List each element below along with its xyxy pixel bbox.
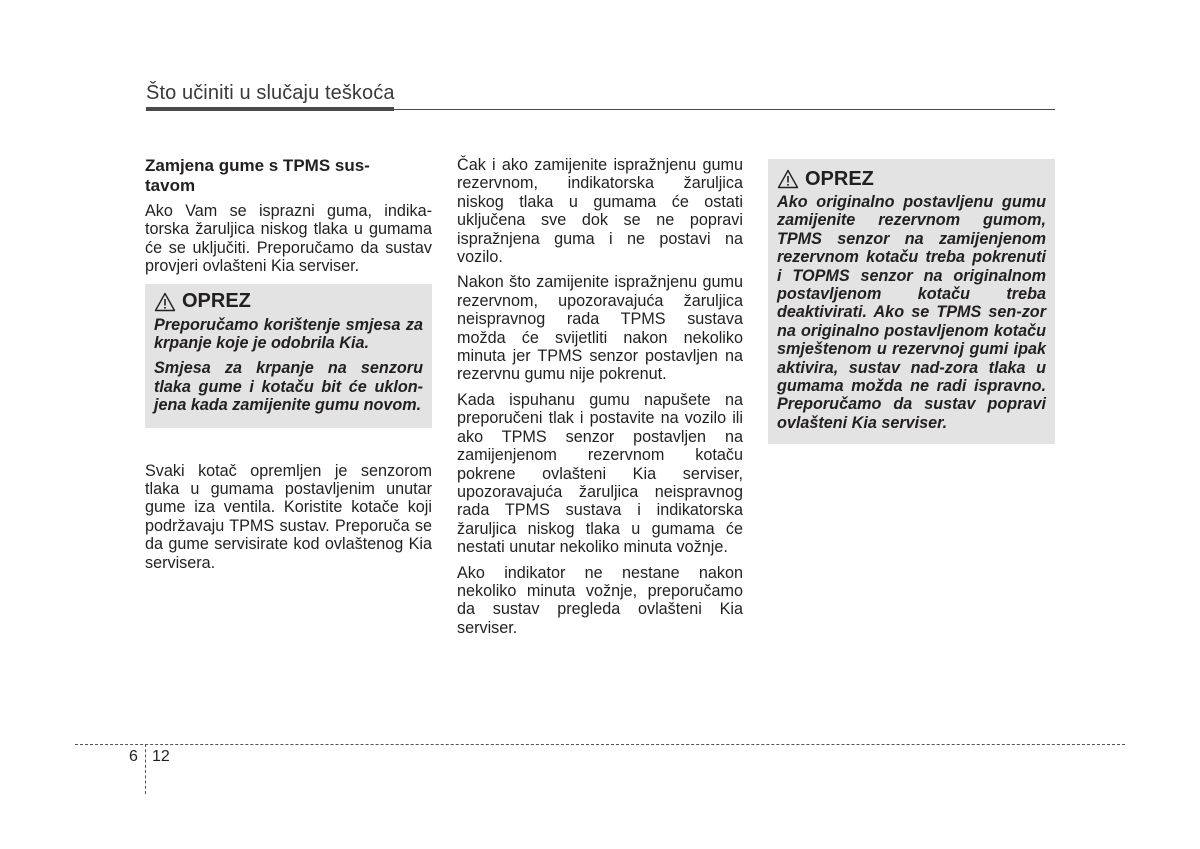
paragraph: Ako indikator ne nestane nakon nekoliko minuta vožnje, preporučamo da sustav pregleda ovlašteni Kia serviser. [457,563,743,637]
header-rule-thick [146,107,394,111]
caution-title: OPREZ [182,290,251,313]
caution-header [154,292,423,312]
footer-divider [145,744,146,794]
paragraph: Nakon što zamijenite ispražnjenu gumu rezervnom, upozoravajuća žaruljica neispravnog rada TPMS sustava možda će svijetliti nakon nekoliko minuta jer TPMS senzor postavljen na rezervnu gumu nije pokrenut. [457,273,743,384]
column-left [145,156,432,572]
paragraph: Kada ispuhanu gumu napušete na preporučeni tlak i postavite na vozilo ili ako TPMS senzor postavljen na zamijenjenom rezervnom kotaču pokrene ovlašteni Kia serviser, upozoravajuća žaruljica neispravnog rada TPMS sustava i indikatorska žaruljica niskog tlaka u gumama će nestati unutar nekoliko minuta vožnje. [457,390,743,557]
caution-box [145,284,432,428]
page-number: 12 [152,748,170,765]
caution-header [777,169,1046,189]
caution-text: Preporučamo korištenje smjesa za krpanje koje je odobrila Kia. [154,315,423,353]
column-middle [457,156,743,637]
page-section-title: Što učiniti u slučaju teškoća [146,82,395,104]
column-right [768,159,1055,444]
header-rule-thin [394,109,1055,110]
chapter-number: 6 [129,748,138,765]
caution-text: Ako originalno postavljenu gumu zamijenite rezervnom gumom, TPMS senzor na zamijenjenom rezervnom kotaču treba pokrenuti i TOPMS senzor na originalnom postavljenom kotaču treba deaktivirati. Ako se TPMS sen-zor na originalno postavljenom kotaču smještenom u rezervnoj gumi ipak aktivira, sustav nad-zora tlaka u gumama možda ne radi ispravno. Preporučamo da sustav popravi ovlašteni Kia serviser. [777,193,1046,432]
caution-text: Smjesa za krpanje na senzoru tlaka gume i kotaču bit će uklon-jena kada zamijenite gumu novom. [154,359,423,415]
warning-triangle-icon [777,169,799,189]
caution-title: OPREZ [805,167,874,190]
paragraph: Čak i ako zamijenite ispražnjenu gumu rezervnom, indikatorska žaruljica niskog tlaka u gumama će ostati uključena sve dok se ne popravi ispražnjena guma i ne postavi na vozilo. [457,156,743,267]
warning-triangle-icon [154,292,176,312]
section-subheading: Zamjena gume s TPMS sus-tavom [145,156,370,195]
paragraph: Svaki kotač opremljen je senzorom tlaka u gumama postavljenim unutar gume iza ventila. Koristite kotače koji podržavaju TPMS sustav. Preporuča se da gume servisirate kod ovlaštenog Kia servisera. [145,461,432,572]
caution-box [768,159,1055,444]
paragraph: Ako Vam se isprazni guma, indika-torska žaruljica niskog tlaka u gumama će se uključiti. Preporučamo da sustav provjeri ovlašteni Kia serviser. [145,202,432,276]
footer-rule [75,744,1125,745]
